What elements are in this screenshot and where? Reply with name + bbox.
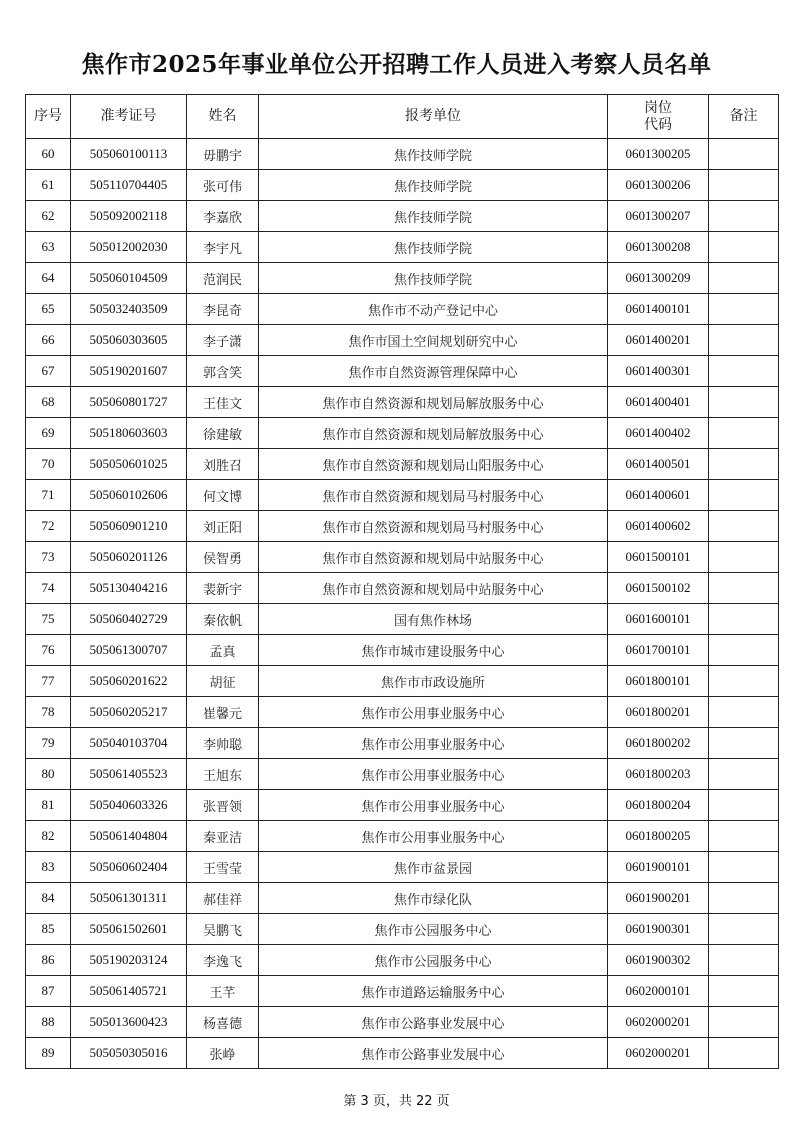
- cell-unit: 焦作市公用事业服务中心: [259, 790, 608, 821]
- cell-name: 秦依帆: [187, 604, 259, 635]
- header-post-code-line2: 代码: [644, 116, 672, 133]
- cell-seq: 66: [26, 325, 71, 356]
- cell-name: 李嘉欣: [187, 201, 259, 232]
- cell-remark: [709, 263, 779, 294]
- table-row: [26, 418, 779, 449]
- table-row: [26, 635, 779, 666]
- header-name: 姓名: [187, 95, 259, 139]
- cell-name: 孟真: [187, 635, 259, 666]
- cell-remark: [709, 511, 779, 542]
- cell-name: 崔馨元: [187, 697, 259, 728]
- cell-remark: [709, 635, 779, 666]
- cell-post-code: 0601600101: [608, 604, 709, 635]
- table-row: [26, 1038, 779, 1069]
- cell-seq: 78: [26, 697, 71, 728]
- cell-unit: 焦作市国土空间规划研究中心: [259, 325, 608, 356]
- cell-seq: 71: [26, 480, 71, 511]
- cell-unit: 焦作市公用事业服务中心: [259, 728, 608, 759]
- cell-name: 李宇凡: [187, 232, 259, 263]
- cell-unit: 焦作市自然资源和规划局中站服务中心: [259, 573, 608, 604]
- cell-name: 毋鹏宇: [187, 139, 259, 170]
- cell-remark: [709, 170, 779, 201]
- cell-unit: 焦作市道路运输服务中心: [259, 976, 608, 1007]
- cell-exam-no: 505050305016: [71, 1038, 187, 1069]
- cell-remark: [709, 976, 779, 1007]
- cell-unit: 焦作市公用事业服务中心: [259, 759, 608, 790]
- cell-exam-no: 505040603326: [71, 790, 187, 821]
- cell-exam-no: 505130404216: [71, 573, 187, 604]
- page-footer: 第 3 页，共 22 页: [343, 1094, 450, 1109]
- cell-exam-no: 505061405721: [71, 976, 187, 1007]
- table-row: [26, 976, 779, 1007]
- cell-unit: 焦作市自然资源和规划局山阳服务中心: [259, 449, 608, 480]
- table-row: [26, 604, 779, 635]
- cell-name: 王旭东: [187, 759, 259, 790]
- cell-unit: 焦作技师学院: [259, 232, 608, 263]
- cell-unit: 国有焦作林场: [259, 604, 608, 635]
- cell-remark: [709, 139, 779, 170]
- table-row: [26, 449, 779, 480]
- cell-exam-no: 505032403509: [71, 294, 187, 325]
- cell-name: 李帅聪: [187, 728, 259, 759]
- cell-seq: 73: [26, 542, 71, 573]
- cell-remark: [709, 759, 779, 790]
- cell-seq: 60: [26, 139, 71, 170]
- header-post-code-line1: 岗位: [644, 99, 672, 116]
- cell-unit: 焦作市公园服务中心: [259, 914, 608, 945]
- cell-unit: 焦作市绿化队: [259, 883, 608, 914]
- cell-post-code: 0601300208: [608, 232, 709, 263]
- cell-name: 张峥: [187, 1038, 259, 1069]
- cell-unit: 焦作市城市建设服务中心: [259, 635, 608, 666]
- table-row: [26, 759, 779, 790]
- cell-unit: 焦作市自然资源和规划局解放服务中心: [259, 387, 608, 418]
- cell-post-code: 0601800203: [608, 759, 709, 790]
- cell-remark: [709, 666, 779, 697]
- table-row: [26, 790, 779, 821]
- cell-unit: 焦作市自然资源和规划局解放服务中心: [259, 418, 608, 449]
- cell-post-code: 0601300209: [608, 263, 709, 294]
- header-exam-no: 准考证号: [71, 95, 187, 139]
- cell-seq: 85: [26, 914, 71, 945]
- cell-post-code: 0602000101: [608, 976, 709, 1007]
- cell-unit: 焦作市公路事业发展中心: [259, 1038, 608, 1069]
- cell-name: 杨喜德: [187, 1007, 259, 1038]
- cell-remark: [709, 883, 779, 914]
- cell-unit: 焦作市自然资源和规划局马村服务中心: [259, 511, 608, 542]
- cell-seq: 77: [26, 666, 71, 697]
- cell-name: 吴鹏飞: [187, 914, 259, 945]
- cell-seq: 62: [26, 201, 71, 232]
- cell-remark: [709, 573, 779, 604]
- cell-seq: 75: [26, 604, 71, 635]
- cell-remark: [709, 1007, 779, 1038]
- table-row: [26, 294, 779, 325]
- header-seq: 序号: [26, 95, 71, 139]
- cell-seq: 81: [26, 790, 71, 821]
- cell-unit: 焦作技师学院: [259, 170, 608, 201]
- table-row: [26, 356, 779, 387]
- cell-exam-no: 505012002030: [71, 232, 187, 263]
- cell-name: 王芊: [187, 976, 259, 1007]
- cell-unit: 焦作市公园服务中心: [259, 945, 608, 976]
- cell-post-code: 0601400101: [608, 294, 709, 325]
- cell-post-code: 0601500102: [608, 573, 709, 604]
- cell-name: 何文博: [187, 480, 259, 511]
- cell-seq: 67: [26, 356, 71, 387]
- cell-post-code: 0601900201: [608, 883, 709, 914]
- cell-unit: 焦作市自然资源和规划局马村服务中心: [259, 480, 608, 511]
- table-row: [26, 232, 779, 263]
- header-post-code: [608, 95, 709, 139]
- cell-post-code: 0601800101: [608, 666, 709, 697]
- table-row: [26, 387, 779, 418]
- cell-remark: [709, 480, 779, 511]
- cell-exam-no: 505190201607: [71, 356, 187, 387]
- table-row: [26, 1007, 779, 1038]
- table-row: [26, 573, 779, 604]
- cell-name: 张可伟: [187, 170, 259, 201]
- cell-unit: 焦作市公用事业服务中心: [259, 821, 608, 852]
- cell-post-code: 0601300207: [608, 201, 709, 232]
- cell-seq: 84: [26, 883, 71, 914]
- cell-seq: 63: [26, 232, 71, 263]
- table-row: [26, 697, 779, 728]
- cell-exam-no: 505061502601: [71, 914, 187, 945]
- cell-remark: [709, 790, 779, 821]
- cell-unit: 焦作市盆景园: [259, 852, 608, 883]
- cell-exam-no: 505040103704: [71, 728, 187, 759]
- cell-post-code: 0601700101: [608, 635, 709, 666]
- cell-seq: 88: [26, 1007, 71, 1038]
- table-row: [26, 201, 779, 232]
- document-title: 焦作市2025年事业单位公开招聘工作人员进入考察人员名单: [81, 51, 712, 78]
- cell-exam-no: 505060402729: [71, 604, 187, 635]
- cell-seq: 80: [26, 759, 71, 790]
- cell-remark: [709, 852, 779, 883]
- cell-exam-no: 505061301311: [71, 883, 187, 914]
- cell-seq: 68: [26, 387, 71, 418]
- cell-name: 范润民: [187, 263, 259, 294]
- cell-exam-no: 505110704405: [71, 170, 187, 201]
- table-row: [26, 914, 779, 945]
- cell-remark: [709, 914, 779, 945]
- cell-exam-no: 505060801727: [71, 387, 187, 418]
- cell-remark: [709, 418, 779, 449]
- cell-unit: 焦作市自然资源管理保障中心: [259, 356, 608, 387]
- cell-exam-no: 505060901210: [71, 511, 187, 542]
- cell-exam-no: 505060602404: [71, 852, 187, 883]
- table-row: [26, 480, 779, 511]
- cell-unit: 焦作市市政设施所: [259, 666, 608, 697]
- cell-unit: 焦作技师学院: [259, 201, 608, 232]
- cell-remark: [709, 294, 779, 325]
- cell-remark: [709, 449, 779, 480]
- cell-exam-no: 505060303605: [71, 325, 187, 356]
- cell-post-code: 0601900101: [608, 852, 709, 883]
- cell-exam-no: 505061405523: [71, 759, 187, 790]
- cell-post-code: 0601400602: [608, 511, 709, 542]
- cell-exam-no: 505060102606: [71, 480, 187, 511]
- table-row: [26, 883, 779, 914]
- cell-remark: [709, 1038, 779, 1069]
- cell-unit: 焦作技师学院: [259, 263, 608, 294]
- cell-post-code: 0601800205: [608, 821, 709, 852]
- cell-post-code: 0602000201: [608, 1007, 709, 1038]
- cell-unit: 焦作技师学院: [259, 139, 608, 170]
- cell-exam-no: 505060201622: [71, 666, 187, 697]
- cell-name: 胡征: [187, 666, 259, 697]
- cell-unit: 焦作市不动产登记中心: [259, 294, 608, 325]
- header-remark: 备注: [709, 95, 779, 139]
- cell-remark: [709, 542, 779, 573]
- cell-seq: 72: [26, 511, 71, 542]
- table-row: [26, 139, 779, 170]
- table-header-row: [26, 95, 779, 139]
- cell-remark: [709, 945, 779, 976]
- cell-seq: 87: [26, 976, 71, 1007]
- cell-name: 郭含笑: [187, 356, 259, 387]
- table-row: [26, 511, 779, 542]
- cell-seq: 61: [26, 170, 71, 201]
- cell-post-code: 0601800201: [608, 697, 709, 728]
- table-row: [26, 666, 779, 697]
- cell-name: 王佳文: [187, 387, 259, 418]
- cell-exam-no: 505061300707: [71, 635, 187, 666]
- cell-remark: [709, 387, 779, 418]
- cell-post-code: 0601400301: [608, 356, 709, 387]
- cell-post-code: 0601400601: [608, 480, 709, 511]
- cell-name: 刘正阳: [187, 511, 259, 542]
- cell-post-code: 0601400501: [608, 449, 709, 480]
- cell-name: 刘胜召: [187, 449, 259, 480]
- table-body: [26, 139, 779, 1069]
- cell-post-code: 0601400201: [608, 325, 709, 356]
- cell-exam-no: 505061404804: [71, 821, 187, 852]
- cell-seq: 83: [26, 852, 71, 883]
- cell-exam-no: 505050601025: [71, 449, 187, 480]
- table-row: [26, 821, 779, 852]
- cell-post-code: 0601300206: [608, 170, 709, 201]
- cell-exam-no: 505060205217: [71, 697, 187, 728]
- cell-name: 李逸飞: [187, 945, 259, 976]
- cell-name: 侯智勇: [187, 542, 259, 573]
- cell-seq: 89: [26, 1038, 71, 1069]
- cell-remark: [709, 697, 779, 728]
- cell-exam-no: 505060201126: [71, 542, 187, 573]
- cell-post-code: 0601400401: [608, 387, 709, 418]
- table-row: [26, 728, 779, 759]
- cell-remark: [709, 356, 779, 387]
- cell-remark: [709, 604, 779, 635]
- cell-name: 李子潇: [187, 325, 259, 356]
- cell-name: 秦亚洁: [187, 821, 259, 852]
- cell-name: 李昆奇: [187, 294, 259, 325]
- cell-unit: 焦作市公用事业服务中心: [259, 697, 608, 728]
- table-row: [26, 945, 779, 976]
- cell-name: 郝佳祥: [187, 883, 259, 914]
- candidate-table: [25, 94, 779, 1069]
- cell-name: 裴新宇: [187, 573, 259, 604]
- cell-exam-no: 505060100113: [71, 139, 187, 170]
- cell-post-code: 0601400402: [608, 418, 709, 449]
- cell-post-code: 0601500101: [608, 542, 709, 573]
- cell-exam-no: 505190203124: [71, 945, 187, 976]
- cell-remark: [709, 232, 779, 263]
- table-row: [26, 170, 779, 201]
- table-row: [26, 263, 779, 294]
- cell-seq: 76: [26, 635, 71, 666]
- cell-seq: 69: [26, 418, 71, 449]
- cell-post-code: 0601800204: [608, 790, 709, 821]
- cell-name: 张晋领: [187, 790, 259, 821]
- cell-name: 徐建敏: [187, 418, 259, 449]
- cell-seq: 79: [26, 728, 71, 759]
- table-row: [26, 325, 779, 356]
- cell-exam-no: 505060104509: [71, 263, 187, 294]
- cell-remark: [709, 821, 779, 852]
- header-unit: 报考单位: [259, 95, 608, 139]
- cell-unit: 焦作市公路事业发展中心: [259, 1007, 608, 1038]
- cell-name: 王雪莹: [187, 852, 259, 883]
- cell-seq: 70: [26, 449, 71, 480]
- cell-post-code: 0601900302: [608, 945, 709, 976]
- cell-remark: [709, 201, 779, 232]
- cell-seq: 86: [26, 945, 71, 976]
- cell-remark: [709, 728, 779, 759]
- cell-exam-no: 505180603603: [71, 418, 187, 449]
- table-row: [26, 852, 779, 883]
- cell-post-code: 0601300205: [608, 139, 709, 170]
- cell-post-code: 0601900301: [608, 914, 709, 945]
- cell-seq: 64: [26, 263, 71, 294]
- cell-post-code: 0601800202: [608, 728, 709, 759]
- cell-seq: 74: [26, 573, 71, 604]
- cell-seq: 82: [26, 821, 71, 852]
- table-row: [26, 542, 779, 573]
- cell-remark: [709, 325, 779, 356]
- cell-post-code: 0602000201: [608, 1038, 709, 1069]
- cell-exam-no: 505013600423: [71, 1007, 187, 1038]
- cell-unit: 焦作市自然资源和规划局中站服务中心: [259, 542, 608, 573]
- cell-seq: 65: [26, 294, 71, 325]
- cell-exam-no: 505092002118: [71, 201, 187, 232]
